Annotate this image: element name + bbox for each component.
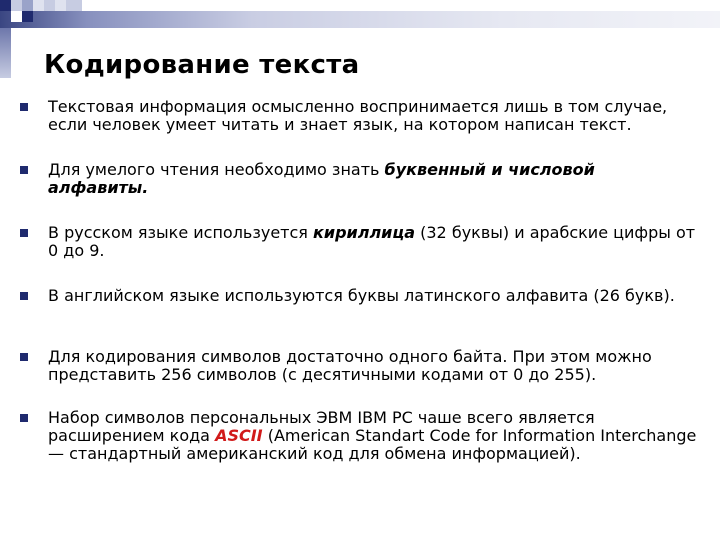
item-text: Для умелого чтения необходимо знать <box>48 160 385 179</box>
item-text: В английском языке используются буквы латинского алфавита (26 букв). <box>48 286 675 305</box>
decor-square <box>11 0 22 11</box>
decor-square <box>22 11 33 22</box>
bullet-icon <box>20 103 28 111</box>
item-text: (32 буквы) и арабские цифры от 0 до 9. <box>48 223 696 260</box>
decor-square <box>22 0 33 11</box>
decor-square <box>33 0 44 11</box>
list-item <box>48 409 698 463</box>
item-text: Набор символов персональных ЭВМ IBM PC чаше всего является расширением кода <box>48 408 595 445</box>
decor-square <box>66 0 82 11</box>
left-decor-bar <box>0 28 11 78</box>
item-text: Текстовая информация осмысленно воспринимается лишь в том случае, если человек умеет читать и знает язык, на котором написан текст. <box>48 97 668 134</box>
ascii-highlight: ASCII <box>215 426 263 445</box>
decor-square <box>55 0 66 11</box>
bullet-icon <box>20 166 28 174</box>
bullet-icon <box>20 353 28 361</box>
item-emphasis: кириллица <box>313 223 416 242</box>
decor-square <box>11 11 22 22</box>
decor-square <box>0 0 11 11</box>
bullet-icon <box>20 414 28 422</box>
list-item <box>48 224 698 260</box>
list-item <box>48 161 698 197</box>
list-item <box>48 348 698 384</box>
list-item <box>48 287 698 305</box>
list-item <box>48 98 698 134</box>
item-text: Для кодирования символов достаточно одного байта. При этом можно представить 256 символов (с десятичными кодами от 0 до 255). <box>48 347 652 384</box>
slide-title: Кодирование текста <box>44 50 360 80</box>
decor-square <box>44 0 55 11</box>
item-text: В русском языке используется <box>48 223 313 242</box>
bullet-icon <box>20 292 28 300</box>
item-emphasis: буквенный и числовой алфавиты. <box>48 160 595 197</box>
bullet-icon <box>20 229 28 237</box>
top-decor-mask <box>82 0 720 11</box>
item-text: (American Standart Code for Information Interchange — стандартный американский код для обмена информацией). <box>48 426 697 463</box>
